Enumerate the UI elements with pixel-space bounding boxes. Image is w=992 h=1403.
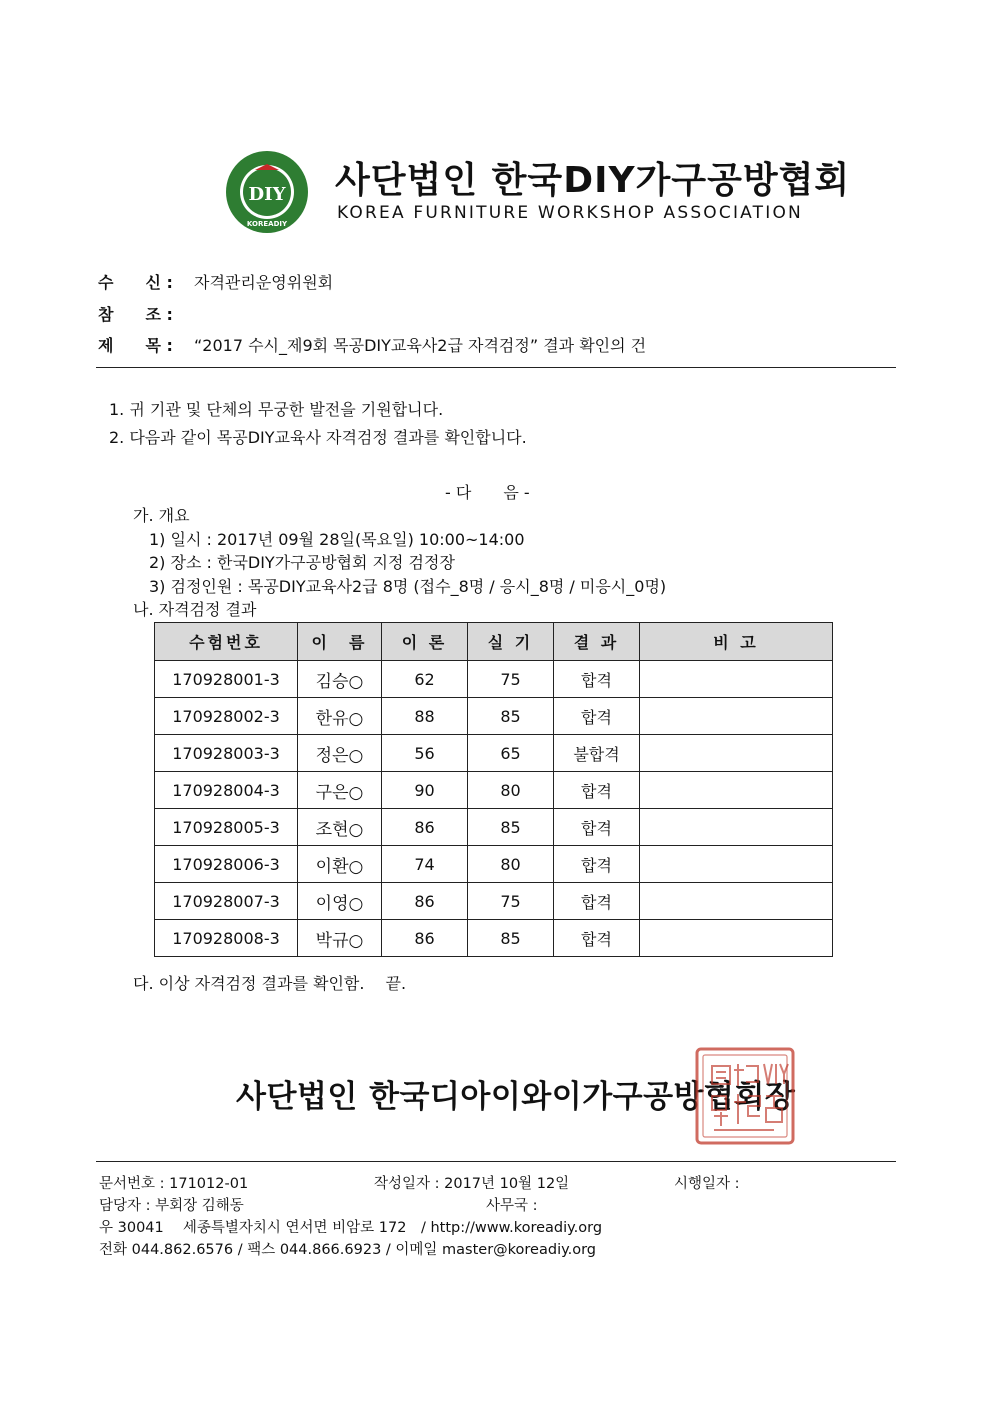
cell-exam-no: 170928001-3: [155, 661, 298, 698]
cell-theory: 86: [382, 920, 468, 957]
cell-result: 합격: [554, 920, 640, 957]
cell-exam-no: 170928006-3: [155, 846, 298, 883]
cell-name: 구은○: [298, 772, 382, 809]
header-divider: [96, 367, 896, 368]
header-note: 비 고: [640, 623, 833, 661]
table-row: [155, 920, 833, 957]
cell-result: 합격: [554, 661, 640, 698]
cell-practice: 75: [468, 661, 554, 698]
footer-contact: 전화 044.862.6576 / 팩스 044.866.6923 / 이메일 master@koreadiy.org: [99, 1242, 596, 1258]
table-row: [155, 661, 833, 698]
cell-name: 한유○: [298, 698, 382, 735]
recipient-row: [98, 270, 333, 293]
cell-name: 박규○: [298, 920, 382, 957]
table-header-row: [155, 623, 833, 661]
subject-value: “2017 수시_제9회 목공DIY교육사2급 자격검정” 결과 확인의 건: [194, 336, 647, 355]
footer-doc-no: 문서번호 : 171012-01: [99, 1176, 249, 1192]
cell-result: 합격: [554, 883, 640, 920]
header-theory: 이 론: [382, 623, 468, 661]
table-row: [155, 809, 833, 846]
cell-exam-no: 170928002-3: [155, 698, 298, 735]
cell-practice: 85: [468, 920, 554, 957]
cell-exam-no: 170928007-3: [155, 883, 298, 920]
cell-result: 합격: [554, 846, 640, 883]
cell-result: 합격: [554, 698, 640, 735]
cell-note: [640, 735, 833, 772]
official-seal: [694, 1046, 796, 1146]
overview-item-date: 1) 일시 : 2017년 09월 28일(목요일) 10:00~14:00: [149, 530, 525, 549]
section-heading: - 다 음 -: [445, 483, 530, 502]
table-row: [155, 735, 833, 772]
header-name: 이 름: [298, 623, 382, 661]
association-logo: [225, 150, 309, 234]
cell-practice: 85: [468, 698, 554, 735]
cell-practice: 85: [468, 809, 554, 846]
cell-note: [640, 846, 833, 883]
cell-name: 김승○: [298, 661, 382, 698]
subject-row: [98, 333, 646, 356]
org-subtitle-en: KOREA FURNITURE WORKSHOP ASSOCIATION: [337, 203, 803, 223]
cell-note: [640, 661, 833, 698]
overview-item-place: 2) 장소 : 한국DIY가구공방협회 지정 검정장: [149, 553, 455, 572]
signature-line: 사단법인 한국디아이와이가구공방협회장: [236, 1079, 796, 1115]
cell-note: [640, 698, 833, 735]
cell-theory: 90: [382, 772, 468, 809]
footer-manager: 담당자 : 부회장 김해동: [99, 1198, 244, 1214]
footer-enforce-date: 시행일자 :: [674, 1176, 740, 1192]
body-line-2: 2. 다음과 같이 목공DIY교육사 자격검정 결과를 확인합니다.: [109, 428, 527, 447]
header-exam-no: 수험번호: [155, 623, 298, 661]
cell-exam-no: 170928005-3: [155, 809, 298, 846]
cell-theory: 62: [382, 661, 468, 698]
cell-note: [640, 883, 833, 920]
cell-name: 조현○: [298, 809, 382, 846]
cell-exam-no: 170928008-3: [155, 920, 298, 957]
cell-theory: 86: [382, 883, 468, 920]
footer-divider: [96, 1161, 896, 1162]
results-table: [154, 622, 833, 957]
footer-written-date: 작성일자 : 2017년 10월 12일: [374, 1176, 570, 1192]
logo-center-text: DIY: [248, 184, 286, 205]
recipient-label: 수 신 :: [98, 273, 173, 292]
table-row: [155, 772, 833, 809]
section-na: 나. 자격검정 결과: [133, 600, 257, 619]
section-da: 다. 이상 자격검정 결과를 확인함. 끝.: [133, 974, 407, 993]
logo-ring-bottom-text: KOREADIY: [246, 220, 288, 228]
reference-row: [98, 302, 194, 325]
cell-theory: 56: [382, 735, 468, 772]
cell-note: [640, 809, 833, 846]
cell-practice: 80: [468, 846, 554, 883]
footer-office: 사무국 :: [486, 1198, 538, 1214]
cell-practice: 75: [468, 883, 554, 920]
header-result: 결 과: [554, 623, 640, 661]
cell-note: [640, 772, 833, 809]
overview-item-count: 3) 검정인원 : 목공DIY교육사2급 8명 (접수_8명 / 응시_8명 / 미응시_0명): [149, 577, 667, 596]
recipient-value: 자격관리운영위원회: [194, 273, 334, 292]
org-title: 사단법인 한국DIY가구공방협회: [335, 160, 851, 201]
table-row: [155, 846, 833, 883]
cell-exam-no: 170928004-3: [155, 772, 298, 809]
table-row: [155, 698, 833, 735]
section-ga: 가. 개요: [133, 506, 190, 525]
subject-label: 제 목 :: [98, 336, 173, 355]
cell-name: 이환○: [298, 846, 382, 883]
table-row: [155, 883, 833, 920]
cell-theory: 74: [382, 846, 468, 883]
cell-name: 이영○: [298, 883, 382, 920]
cell-theory: 88: [382, 698, 468, 735]
body-line-1: 1. 귀 기관 및 단체의 무궁한 발전을 기원합니다.: [109, 400, 444, 419]
cell-practice: 65: [468, 735, 554, 772]
header-practice: 실 기: [468, 623, 554, 661]
footer-address: 우 30041 세종특별자치시 연서면 비암로 172 / http://www.koreadiy.org: [99, 1220, 603, 1236]
cell-result: 불합격: [554, 735, 640, 772]
cell-name: 정은○: [298, 735, 382, 772]
cell-result: 합격: [554, 772, 640, 809]
cell-theory: 86: [382, 809, 468, 846]
cell-result: 합격: [554, 809, 640, 846]
cell-note: [640, 920, 833, 957]
cell-exam-no: 170928003-3: [155, 735, 298, 772]
reference-label: 참 조 :: [98, 305, 173, 324]
cell-practice: 80: [468, 772, 554, 809]
